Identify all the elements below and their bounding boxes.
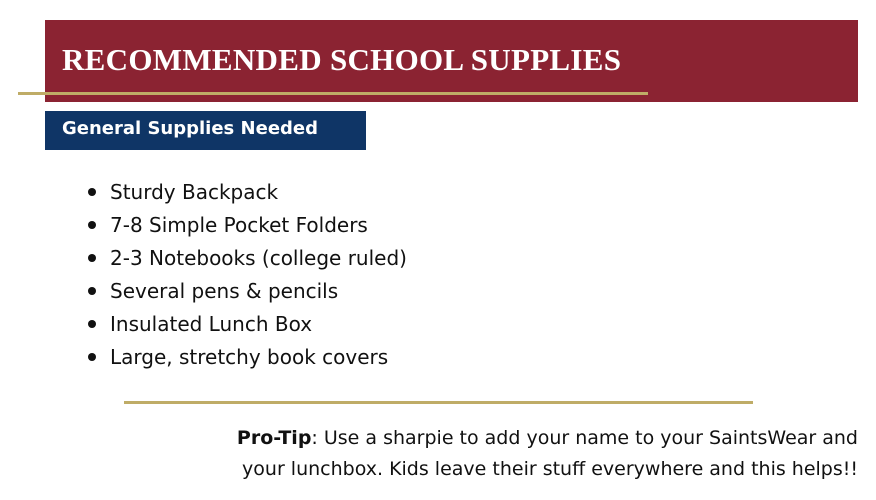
- bullet-icon: [88, 254, 96, 262]
- list-item: [88, 209, 407, 242]
- list-item: [88, 176, 407, 209]
- pro-tip-line-1: [237, 423, 858, 454]
- bullet-icon: [88, 320, 96, 328]
- list-item: [88, 308, 407, 341]
- list-item: [88, 275, 407, 308]
- bullet-icon: [88, 353, 96, 361]
- list-item-label: Insulated Lunch Box: [110, 312, 313, 336]
- bullet-icon: [88, 188, 96, 196]
- list-item-label: Large, stretchy book covers: [110, 345, 389, 369]
- bullet-icon: [88, 287, 96, 295]
- list-item: [88, 341, 407, 374]
- pro-tip-text-1: : Use a sharpie to add your name to your SaintsWear and: [311, 427, 858, 449]
- list-item: [88, 242, 407, 275]
- pro-tip-label: Pro-Tip: [236, 427, 312, 449]
- list-item-label: Several pens & pencils: [110, 279, 339, 303]
- page-title: RECOMMENDED SCHOOL SUPPLIES: [62, 42, 622, 77]
- supply-list: [88, 176, 407, 374]
- gold-divider-top: [18, 92, 648, 95]
- gold-divider-bottom: [124, 401, 753, 404]
- section-heading: General Supplies Needed: [62, 118, 318, 139]
- pro-tip: [237, 423, 858, 485]
- list-item-label: Sturdy Backpack: [110, 180, 279, 204]
- pro-tip-line-2: your lunchbox. Kids leave their stuff everywhere and this helps!!: [242, 458, 858, 480]
- list-item-label: 7-8 Simple Pocket Folders: [110, 213, 368, 237]
- list-item-label: 2-3 Notebooks (college ruled): [110, 246, 407, 270]
- bullet-icon: [88, 221, 96, 229]
